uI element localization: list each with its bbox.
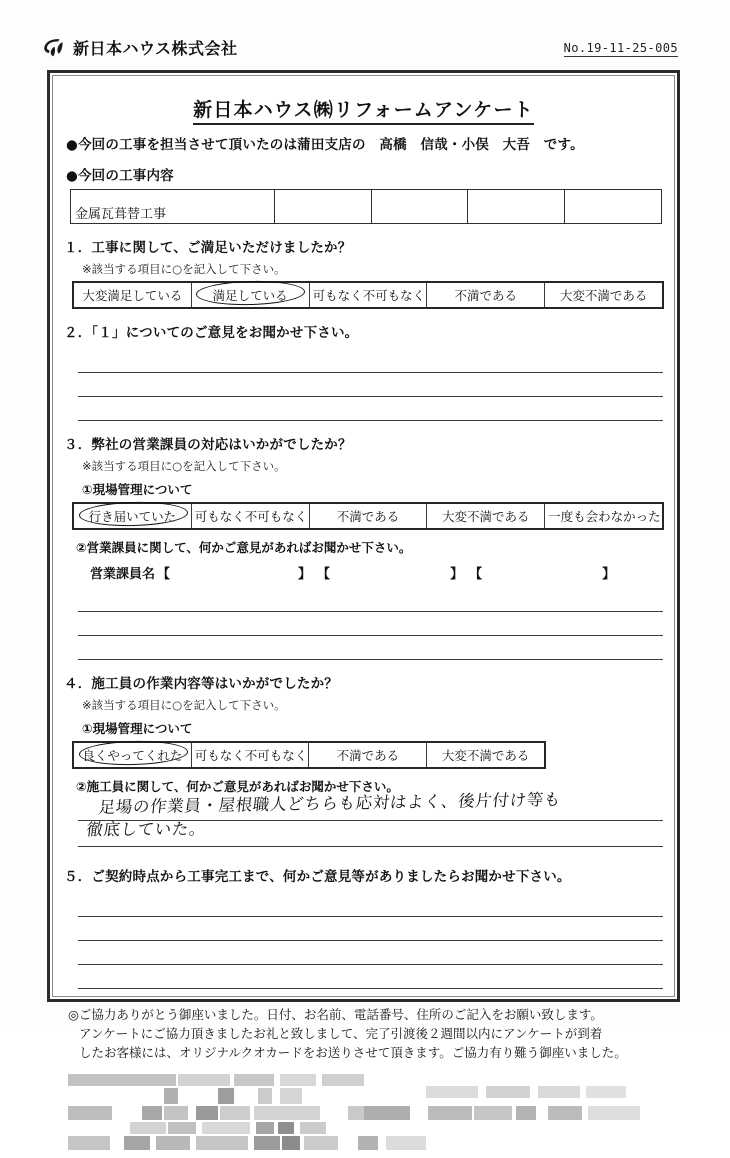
company-logo (42, 36, 238, 59)
staff-name-value-3[interactable] (482, 564, 602, 578)
intro-line: ●今回の工事を担当させて頂いたのは蒲田支店の 高橋 信哉・小俣 大吾 です。 (66, 137, 584, 153)
question-4-subheading-2: ②施工員に関して、何かご意見があればお聞かせ下さい。 (76, 779, 399, 794)
question-3-options (72, 502, 664, 530)
q1-option-3[interactable] (427, 282, 545, 308)
work-content-cell-5[interactable] (565, 190, 662, 224)
question-3-subheading-1: ①現場管理について (82, 482, 193, 497)
sales-staff-name-label: 営業課員名 (90, 567, 156, 582)
bracket-open-icon: 【 (317, 567, 331, 582)
q3-option-4-label: 一度も会わなかった (548, 509, 661, 524)
table-row (71, 190, 662, 224)
staff-name-field-3[interactable] (469, 563, 615, 582)
answer-line[interactable] (78, 636, 663, 660)
q3-option-1[interactable] (191, 503, 309, 529)
answer-line[interactable] (78, 612, 663, 636)
work-content-cell-1[interactable]: 金属瓦葺替工事 (71, 190, 275, 224)
answer-line[interactable] (78, 373, 663, 397)
q3-option-3[interactable] (427, 503, 545, 529)
form-frame (47, 70, 680, 1060)
table-row (73, 742, 545, 768)
answer-line[interactable] (78, 893, 663, 917)
q3-option-2-label: 不満である (336, 509, 400, 524)
q1-option-0-label: 大変満足している (82, 288, 183, 303)
q4-option-2[interactable] (309, 742, 427, 768)
q4-option-1[interactable] (191, 742, 309, 768)
staff-name-value-2[interactable] (330, 564, 450, 578)
table-row (73, 503, 663, 529)
footer-line-2: アンケートにご協力頂きましたお礼と致しまして、完了引渡後２週間以内にアンケートが到着 (79, 1026, 603, 1041)
handwritten-line-1: 足場の作業員・屋根職人どちらも応対はよく、後片付け等も (97, 789, 562, 817)
question-4-subheading-1: ①現場管理について (82, 721, 193, 736)
answer-line[interactable] (78, 821, 663, 847)
answer-line[interactable] (78, 397, 663, 421)
q1-option-3-label: 不満である (454, 288, 518, 303)
answer-line[interactable] (78, 795, 663, 821)
question-4-heading: ４．施工員の作業内容等はいかがでしたか？ (64, 676, 338, 692)
footer-line-3: したお客様には、オリジナルクオカードをお送りさせて頂きます。ご協力有り難う御座いました。 (79, 1045, 627, 1060)
q3-option-0[interactable] (73, 503, 191, 529)
question-3-answer-area[interactable] (78, 588, 663, 660)
letterhead (42, 36, 690, 66)
question-3-subheading-2: ②営業課員に関して、何かご意見があればお聞かせ下さい。 (76, 540, 412, 555)
question-5-heading: ５．ご契約時点から工事完工まで、何かご意見等がありましたらお聞かせ下さい。 (64, 869, 571, 885)
question-4-answer-area[interactable] (78, 789, 663, 847)
q1-option-0[interactable] (73, 282, 191, 308)
answer-line[interactable] (78, 941, 663, 965)
answer-line[interactable] (78, 588, 663, 612)
q1-option-4[interactable] (545, 282, 663, 308)
table-row (73, 282, 663, 308)
q3-option-1-label: 可もなく不可もなく (194, 509, 308, 524)
work-content-cell-4[interactable] (468, 190, 565, 224)
q3-option-3-label: 大変不満である (442, 509, 530, 524)
work-content-label: ●今回の工事内容 (66, 168, 174, 184)
q4-option-0[interactable] (73, 742, 191, 768)
q1-option-2[interactable] (309, 282, 427, 308)
form-title (56, 95, 671, 122)
form-title-text: 新日本ハウス㈱リフォームアンケート (193, 99, 534, 125)
question-2-answer-area[interactable] (78, 349, 663, 421)
answer-line[interactable] (78, 349, 663, 373)
question-4-note: ※該当する項目に○を記入して下さい。 (82, 698, 286, 712)
bracket-close-icon: 】 (450, 567, 464, 582)
q4-option-0-label: 良くやってくれた (82, 748, 183, 763)
staff-name-field-1[interactable] (157, 563, 311, 582)
staff-name-value-1[interactable] (170, 564, 298, 578)
bracket-open-icon: 【 (157, 567, 171, 582)
q3-option-4[interactable] (545, 503, 663, 529)
question-5-answer-area[interactable] (78, 893, 663, 989)
q1-option-2-label: 可もなく不可もなく (312, 288, 426, 303)
q3-option-0-label: 行き届いていた (88, 509, 177, 524)
question-1-heading: １．工事に関して、ご満足いただけましたか？ (64, 240, 352, 256)
work-content-table (70, 189, 662, 224)
work-content-cell-2[interactable] (275, 190, 372, 224)
bracket-open-icon: 【 (469, 567, 483, 582)
q4-option-2-label: 不満である (336, 748, 400, 763)
bracket-close-icon: 】 (602, 567, 616, 582)
q1-option-4-label: 大変不満である (559, 288, 648, 303)
answer-line[interactable] (78, 917, 663, 941)
staff-name-field-2[interactable] (317, 563, 463, 582)
q1-option-1[interactable] (191, 282, 309, 308)
q4-option-1-label: 可もなく不可もなく (194, 748, 308, 763)
footer-note (68, 1005, 671, 1062)
answer-line[interactable] (78, 965, 663, 989)
q1-option-1-label: 満足している (212, 288, 288, 303)
q4-option-3[interactable] (427, 742, 545, 768)
handwritten-line-2: 徹底していた。 (85, 819, 208, 840)
sales-staff-name-row (90, 563, 671, 582)
q3-option-2[interactable] (309, 503, 427, 529)
question-2-heading: ２．「１」についてのご意見をお聞かせ下さい。 (64, 325, 359, 341)
question-3-note: ※該当する項目に○を記入して下さい。 (82, 459, 286, 473)
q4-option-3-label: 大変不満である (441, 748, 530, 763)
footer-line-1: ◎ご協力ありがとう御座いました。日付、お名前、電話番号、住所のご記入をお願い致します。 (68, 1007, 603, 1022)
company-name: 新日本ハウス株式会社 (73, 39, 238, 58)
question-1-options (72, 281, 664, 309)
redacted-personal-info (68, 1072, 668, 1158)
question-4-options (72, 741, 546, 769)
question-3-heading: ３．弊社の営業課員の対応はいかがでしたか？ (64, 437, 352, 453)
bracket-close-icon: 】 (298, 567, 312, 582)
document-number: No.19-11-25-005 (563, 41, 678, 55)
work-content-cell-3[interactable] (371, 190, 468, 224)
question-1-note: ※該当する項目に○を記入して下さい。 (82, 262, 286, 276)
swirl-logo-icon (42, 37, 66, 59)
